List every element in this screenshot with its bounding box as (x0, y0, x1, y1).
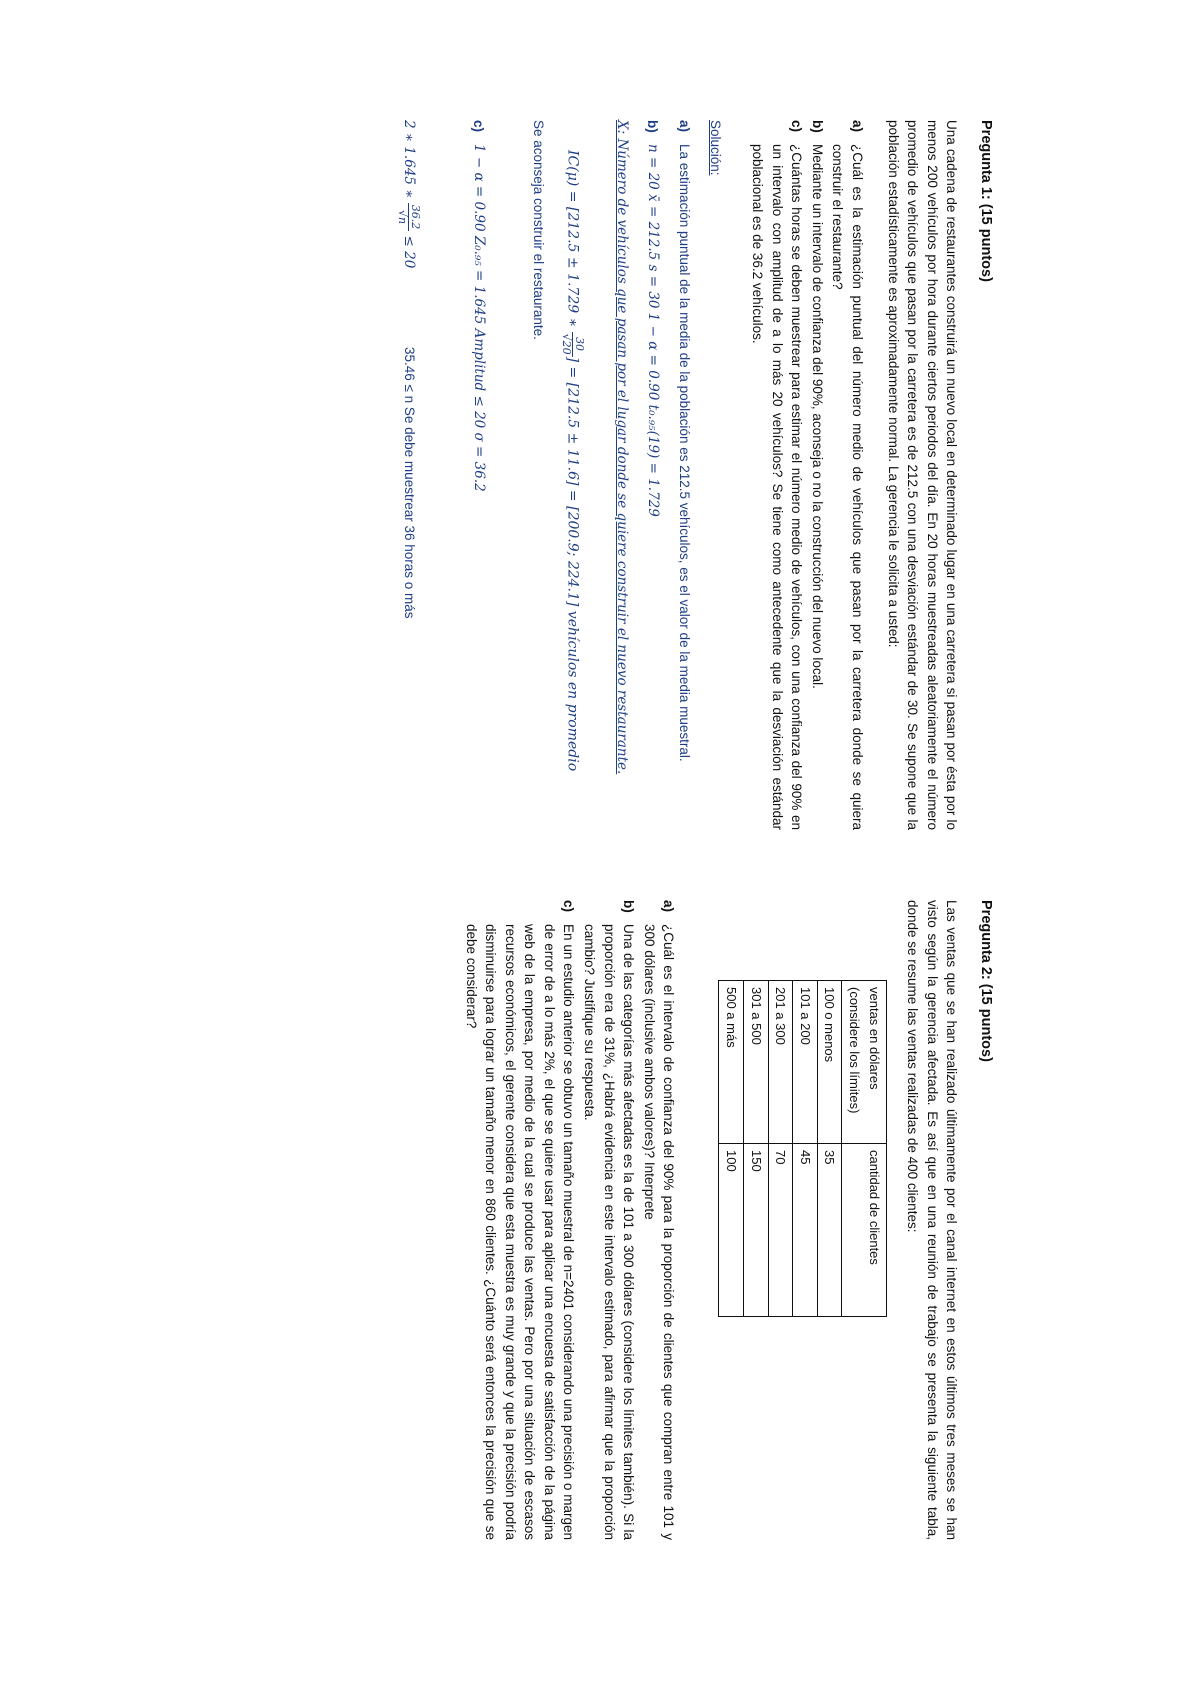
solution-a (674, 120, 694, 830)
table-cell: 100 o menos (817, 981, 842, 1144)
question-1-statement: Una cadena de restaurantes construirá un nuevo local en determinado lugar en una carretera si pasan por ésta por lo menos 200 vehículos por hora durante ciertos periodos del día. En 20 horas muestreadas aleatoriamente el número promedio de vehículos que pasan por la carretera es de 212.5 con una desviación estándar de 30. Se supone que la población estadísticamente es aproximadamente normal. La gerencia le solicita a usted: (885, 120, 960, 830)
table-cell: 150 (744, 1144, 769, 1317)
confidence-interval-formula (560, 150, 585, 830)
question-1-title: Pregunta 1: (15 puntos) (978, 120, 994, 282)
question-label: b) (809, 120, 825, 133)
c-frac-num: 36.2 (408, 204, 422, 230)
solution-label: a) (676, 120, 692, 133)
table-row (744, 981, 769, 1317)
ic-right: ] = [212.5 ± 11.6] = [200.9; 224.1] vehículos en promedio (564, 356, 581, 772)
question-label: a) (661, 900, 677, 913)
table-cell: 35 (817, 1144, 842, 1317)
solution-b-variable: X: Número de vehículos que pasan por el lugar donde se quiere construir el nuevo restaurante. (613, 120, 630, 775)
question-2-column (443, 900, 995, 1540)
question-2-item (639, 900, 678, 1540)
question-label: c) (561, 900, 577, 913)
question-1-item (828, 120, 867, 830)
solution-b-params: n = 20 x̄ = 212.5 s = 30 1 − α = 0.90 t₀.₉₅(19) = 1.729 (645, 144, 662, 517)
question-2-item (461, 900, 579, 1540)
ic-frac-num: 30 (572, 332, 585, 357)
table-row (719, 981, 744, 1317)
c-frac-den: √n (395, 209, 409, 225)
table-header-cell: ventas en dólares (considere los límites) (842, 981, 886, 1144)
sales-table (718, 980, 886, 1317)
solution-b-conclusion: Se aconseja construir el restaurante. (531, 120, 547, 340)
solution-b (643, 120, 663, 830)
question-1-list (747, 120, 867, 830)
question-text: ¿Cuántas horas se deben muestrear para estimar el número medio de vehículos, con una confianza del 90% en un intervalo con amplitud de a lo más 20 vehículos? Se tiene como antecedente que la desviación estándar poblacional es de 36.2 vehículos. (750, 144, 805, 830)
table-cell: 70 (768, 1144, 793, 1317)
c-ineq-left: 2 ∗ 1.645 ∗ (400, 120, 417, 203)
solution-c-params: 1 − α = 0.90 Z₀.₉₅ = 1.645 Amplitud ≤ 20 σ = 36.2 (471, 144, 488, 492)
solution-a-text: La estimación puntual de la media de la población es 212.5 vehículos, es el valor de la media muestral. (676, 144, 692, 762)
c-fraction (396, 203, 421, 232)
solution-c-result: 35.46 ≤ n Se debe muestrear 36 horas o más (401, 346, 417, 619)
table-row (768, 981, 793, 1317)
question-label: b) (621, 900, 637, 913)
table-cell: 45 (793, 1144, 818, 1317)
question-2-item (580, 900, 639, 1540)
question-text: Una de las categorías más afectadas es la de 101 a 300 dólares (considere los límites también). Si la proporción era de 31%, ¿Habrá evidencia en este intervalo estimado, para afirmar que la proporción cambio? Justifique su respuesta. (582, 924, 637, 1540)
solution-label: c) (471, 120, 487, 133)
question-text: ¿Cuál es la estimación puntual del número medio de vehículos que pasan por la carretera donde se quiera construir el restaurante? (830, 144, 866, 830)
question-1-item (747, 120, 806, 830)
question-label: a) (850, 120, 866, 133)
table-cell: 301 a 500 (744, 981, 769, 1144)
question-2-statement: Las ventas que se han realizado últimamente por el canal internet en estos últimos tres meses se han visto según la gerencia afectada. Es así que en una reunión de trabajo se presenta la siguiente tabla, donde se resume las ventas realizadas de 400 clientes: (905, 900, 960, 1540)
solution-c (469, 120, 489, 830)
question-text: En un estudio anterior se obtuvo un tamaño muestral de n=2401 considerando una precisión o margen de error de a lo más 2%, el que se quiere usar para aplicar una encuesta de satisfacción de la página web de la empresa, por medio de la cual se produce las ventas. Pero por una situación de escasos recursos económicos, el gerente considera que esta muestra es muy grande y que la precisión podría disminuirse para lograr un tamaño menor en 860 clientes. ¿Cuánto será entonces la precisión que se debe considerar? (463, 924, 577, 1540)
solution-heading: Solución: (708, 120, 724, 176)
table-header-cell: cantidad de clientes (842, 1144, 886, 1317)
question-text: Mediante un intervalo de confianza del 90%, aconseja o no la construcción del nuevo local. (809, 144, 825, 689)
ic-fraction (560, 332, 585, 357)
question-2-title: Pregunta 2: (15 puntos) (978, 900, 994, 1062)
table-row (817, 981, 842, 1317)
table-cell: 201 a 300 (768, 981, 793, 1144)
solution-label: b) (645, 120, 661, 133)
question-label: c) (789, 120, 805, 133)
solution-c-inequality (396, 120, 421, 830)
ic-left: IC(μ) = [212.5 ± 1.729 ∗ (564, 150, 581, 332)
table-header-row (842, 981, 886, 1317)
question-1-item (807, 120, 827, 830)
c-ineq-right: ≤ 20 (400, 231, 417, 269)
question-1-column (396, 120, 995, 830)
question-text: ¿Cuál es el intervalo de confianza del 90% para la proporción de clientes que compran entre 101 y 300 dólares (inclusive ambos valores)? Interprete (641, 924, 677, 1540)
solution-block (396, 120, 726, 830)
table-row (793, 981, 818, 1317)
table-cell: 500 a más (719, 981, 744, 1144)
ic-frac-den: √20 (560, 333, 574, 355)
question-2-list (461, 900, 679, 1540)
table-cell: 101 a 200 (793, 981, 818, 1144)
table-cell: 100 (719, 1144, 744, 1317)
